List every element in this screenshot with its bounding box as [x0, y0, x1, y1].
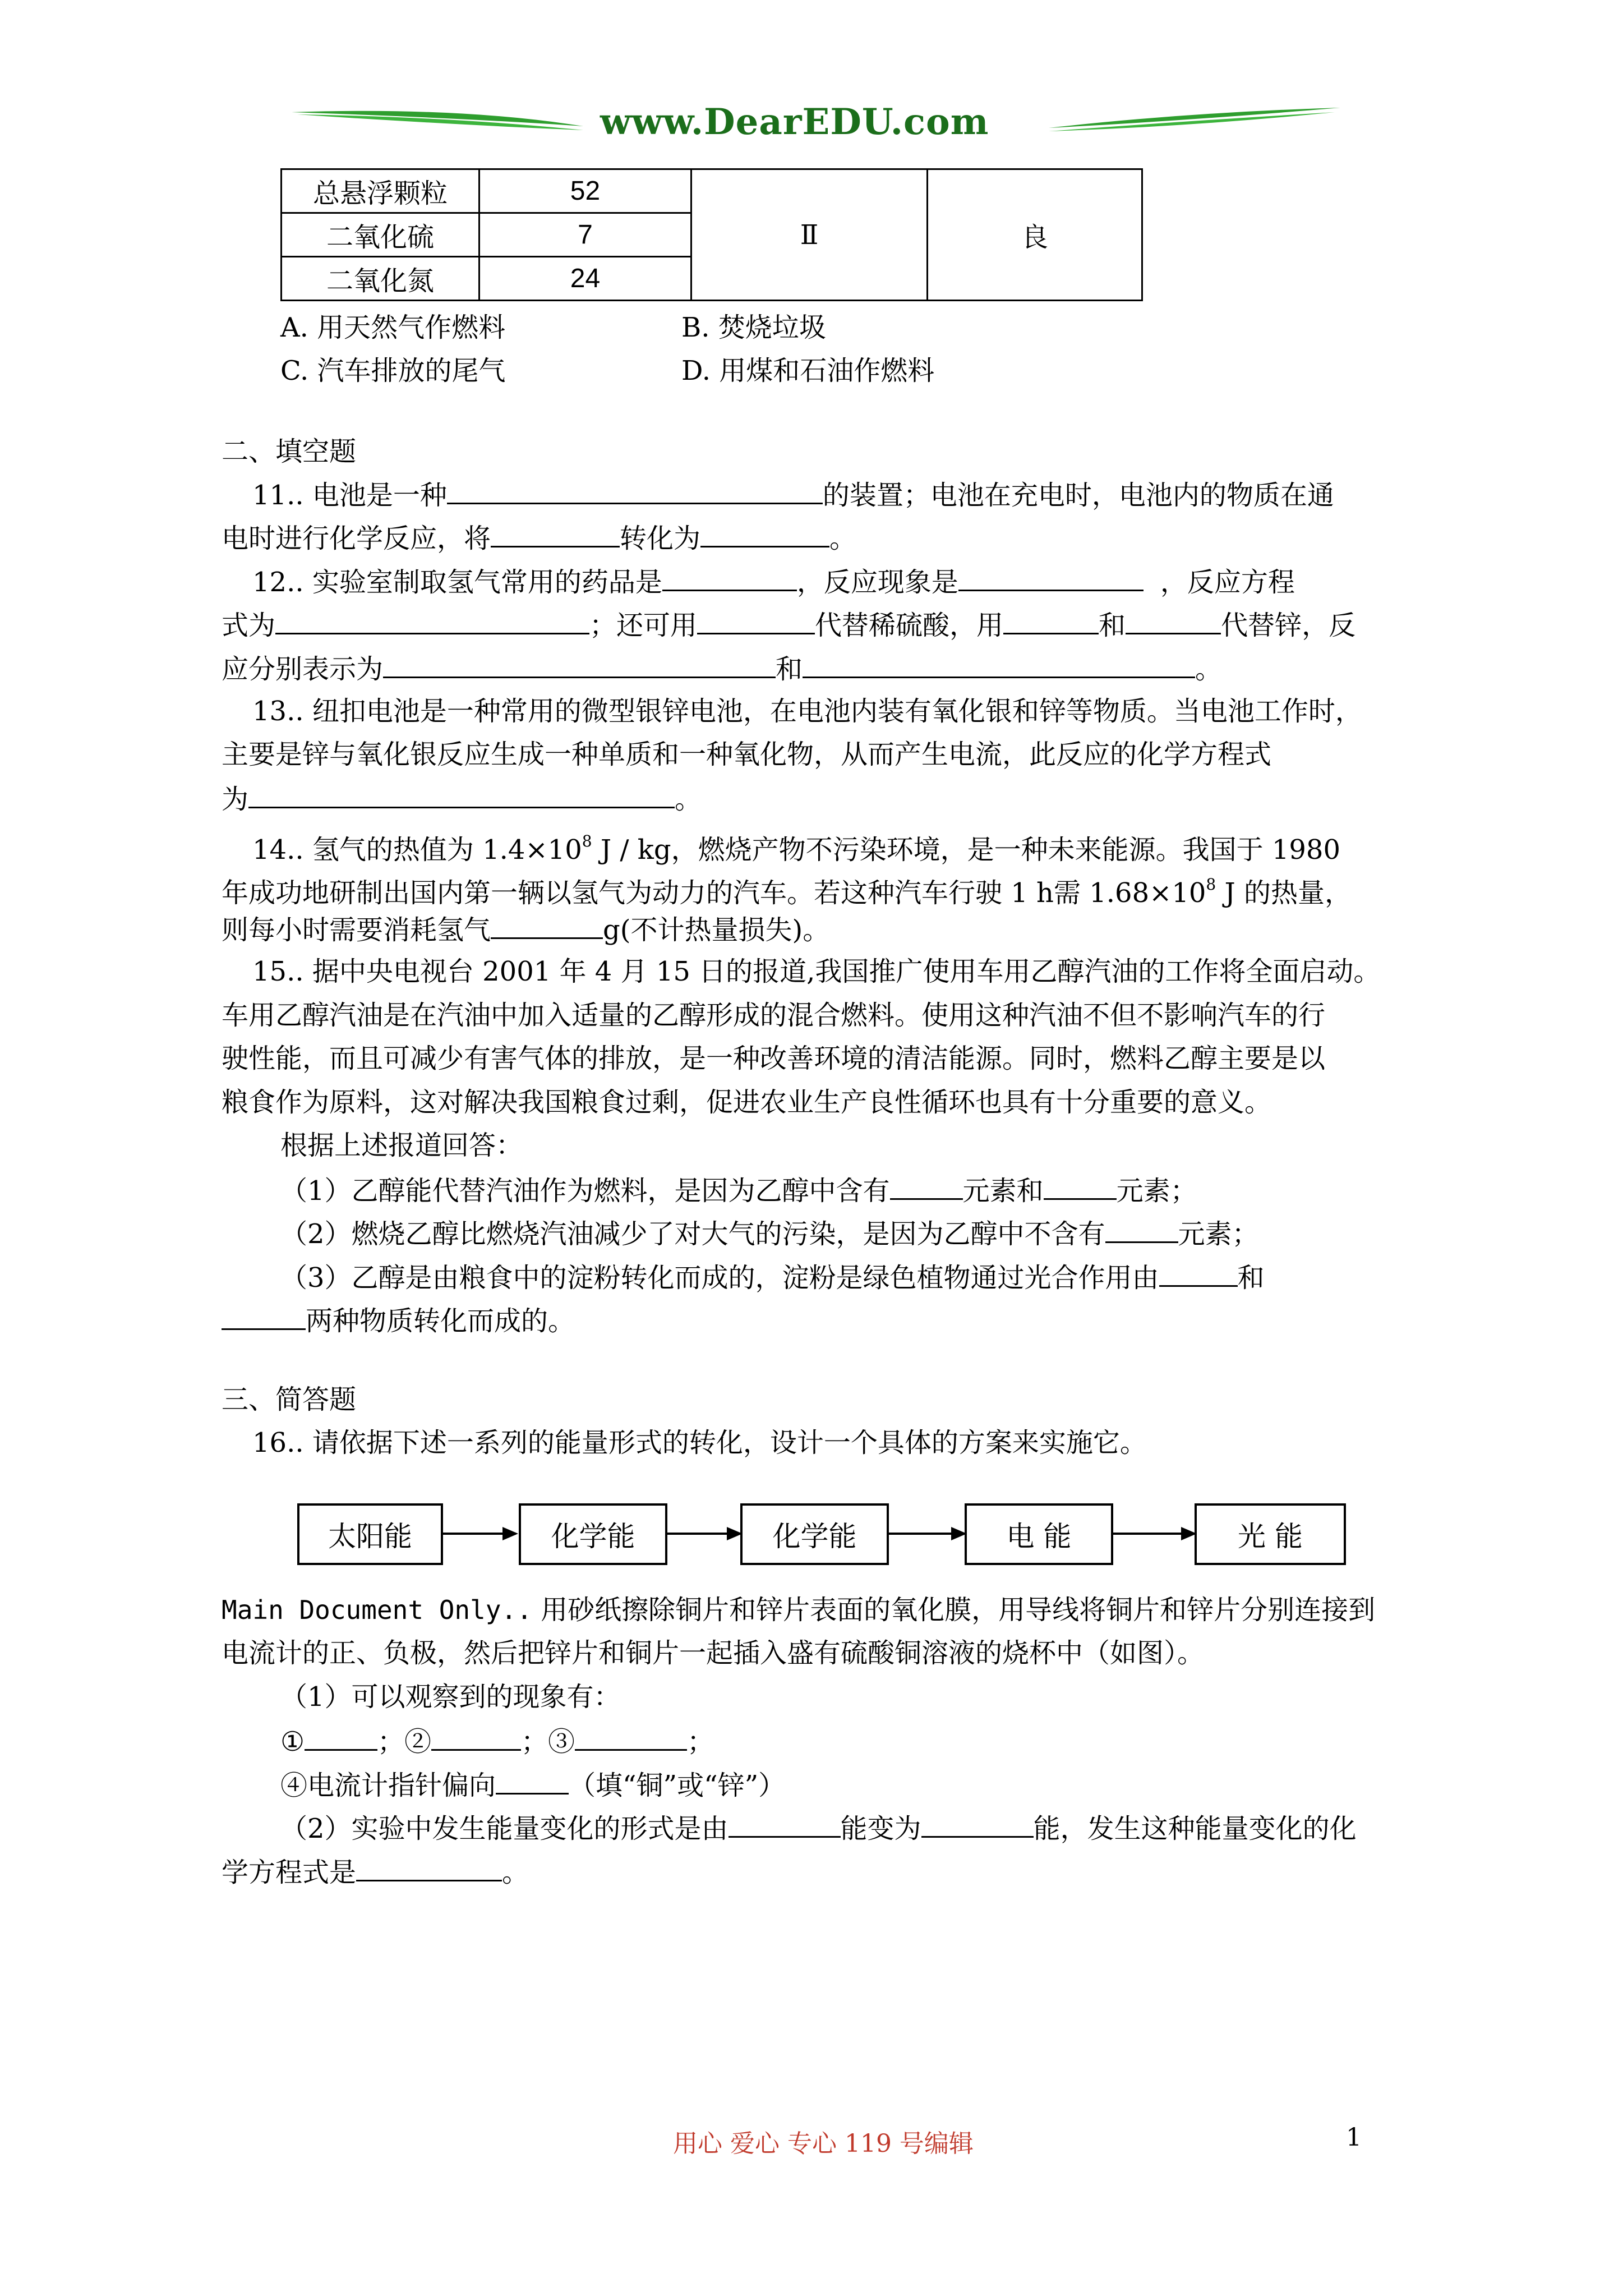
- table-cell-item: 二氧化硫: [282, 213, 479, 257]
- question-17-sub-2: [280, 1810, 1357, 1846]
- answer-blank[interactable]: [697, 607, 815, 634]
- table-cell-level: Ⅱ: [691, 169, 928, 301]
- q15-text: 元素和: [962, 1175, 1044, 1207]
- q12-text: ，反应现象是: [796, 567, 958, 598]
- q12-text: 式为: [222, 610, 276, 641]
- answer-blank[interactable]: [575, 1723, 687, 1751]
- question-11-line-2: [222, 520, 856, 555]
- question-17-sub-1: （1）可以观察到的现象有：: [280, 1681, 621, 1713]
- flow-box-chemical-energy: 化学能: [519, 1503, 667, 1565]
- section-title-fill-in: 二、填空题: [222, 436, 357, 467]
- answer-blank[interactable]: [958, 564, 1144, 591]
- q15-text: 元素；: [1178, 1218, 1259, 1250]
- table-cell-value: 52: [479, 169, 691, 213]
- answer-blank[interactable]: [447, 477, 823, 504]
- question-15-line-4: 粮食作为原料，这对解决我国粮食过剩，促进农业生产良性循环也具有十分重要的意义。: [222, 1087, 1272, 1118]
- answer-blank[interactable]: [1044, 1172, 1117, 1200]
- question-11-line-1: [252, 477, 1334, 512]
- answer-blank[interactable]: [248, 781, 675, 808]
- q17-text: 能变为: [840, 1813, 921, 1844]
- q17-text: ；②: [377, 1726, 432, 1757]
- q14-exponent: 8: [1206, 875, 1216, 894]
- question-17-line-2: 电流计的正、负极，然后把锌片和铜片一起插入盛有硫酸铜溶液的烧杯中（如图）。: [222, 1637, 1205, 1669]
- table-cell-value: 24: [479, 257, 691, 301]
- q14-text: 14.. 氢气的热值为 1.4×10: [252, 834, 582, 866]
- q17-text: ；③: [521, 1726, 575, 1757]
- question-14-line-3: [222, 912, 829, 947]
- q14-text: g(不计热量损失)。: [603, 914, 830, 946]
- q12-text: 和: [1099, 610, 1126, 641]
- question-15-sub-2: [280, 1216, 1259, 1251]
- question-15-line-2: 车用乙醇汽油是在汽油中加入适量的乙醇形成的混合燃料。使用这种汽油不但不影响汽车的行: [222, 1000, 1326, 1031]
- answer-blank[interactable]: [491, 520, 620, 547]
- q15-text: （2）燃烧乙醇比燃烧汽油减少了对大气的污染，是因为乙醇中不含有: [280, 1218, 1105, 1250]
- q11-text: 转化为: [620, 523, 701, 554]
- answer-blank[interactable]: [275, 607, 589, 634]
- flow-arrow: [443, 1533, 516, 1535]
- banner-right-swoosh: [1049, 108, 1340, 128]
- q12-text: 和: [776, 654, 803, 685]
- q17-text: 能，发生这种能量变化的化: [1033, 1813, 1357, 1844]
- q14-text: 则每小时需要消耗氢气: [222, 914, 491, 946]
- question-14-line-2: [222, 868, 1352, 910]
- q14-text: J 的热量，: [1216, 877, 1352, 909]
- q15-text: （1）乙醇能代替汽油作为燃料，是因为乙醇中含有: [280, 1175, 890, 1207]
- question-16-text: 16.. 请依据下述一系列的能量形式的转化，设计一个具体的方案来实施它。: [252, 1427, 1147, 1458]
- header-site-text[interactable]: www.DearEDU.com: [600, 101, 989, 143]
- q14-text: J / kg，燃烧产物不污染环境，是一种未来能源。我国于 1980: [592, 834, 1340, 866]
- answer-blank[interactable]: [1003, 607, 1099, 634]
- q11-text: 的装置；电池在充电时，电池内的物质在通: [822, 480, 1334, 511]
- q11-text: 电时进行化学反应，将: [222, 523, 491, 554]
- question-13-line-2: 主要是锌与氧化银反应生成一种单质和一种氧化物，从而产生电流，此反应的化学方程式: [222, 739, 1272, 770]
- flow-box-light-energy: 光 能: [1195, 1503, 1346, 1565]
- q17-text: ④电流计指针偏向: [280, 1770, 496, 1801]
- question-17-line-1: [222, 1593, 1375, 1627]
- flow-arrow: [667, 1533, 740, 1535]
- banner-left-swoosh: [292, 111, 583, 126]
- answer-blank[interactable]: [305, 1723, 377, 1751]
- q15-text: （3）乙醇是由粮食中的淀粉转化而成的，淀粉是绿色植物通过光合作用由: [280, 1262, 1159, 1294]
- table-cell-quality: 良: [928, 169, 1142, 301]
- section-title-short-answer: 三、简答题: [222, 1384, 357, 1415]
- q12-text: ；还可用: [589, 610, 698, 641]
- q12-text: 应分别表示为: [222, 654, 384, 685]
- q12-text: 。: [1195, 654, 1223, 685]
- q11-text: 11.. 电池是一种: [252, 480, 447, 511]
- flow-box-chemical-energy: 化学能: [740, 1503, 889, 1565]
- table-cell-item: 二氧化氮: [282, 257, 479, 301]
- q15-text: 元素；: [1116, 1175, 1197, 1207]
- answer-blank[interactable]: [496, 1767, 569, 1795]
- answer-blank[interactable]: [1126, 607, 1221, 634]
- flow-box-solar-energy: 太阳能: [297, 1503, 443, 1565]
- question-17-observations: [280, 1723, 714, 1759]
- q14-text: 年成功地研制出国内第一辆以氢气为动力的汽车。若这种汽车行驶 1 h需 1.68×10: [222, 877, 1206, 909]
- answer-blank[interactable]: [728, 1810, 841, 1838]
- question-15-sub-3-cont: [222, 1303, 575, 1338]
- q17-text: 。: [502, 1857, 529, 1888]
- answer-blank[interactable]: [890, 1172, 963, 1200]
- flow-arrow: [889, 1533, 965, 1535]
- q14-exponent: 8: [582, 832, 592, 850]
- answer-blank[interactable]: [700, 520, 829, 547]
- answer-blank[interactable]: [491, 912, 603, 939]
- q17-text: 用砂纸擦除铜片和锌片表面的氧化膜，用导线将铜片和锌片分别连接到: [532, 1594, 1376, 1626]
- q17-text: 学方程式是: [222, 1857, 357, 1888]
- page-number: 1: [1346, 2123, 1362, 2152]
- question-12-line-3: [222, 651, 1222, 686]
- q17-label: Main Document Only..: [222, 1595, 532, 1625]
- question-15-sub-3: [280, 1259, 1265, 1295]
- q12-text: ，反应方程: [1160, 567, 1295, 598]
- question-17-sub-2-cont: [222, 1854, 529, 1889]
- option-b: B. 焚烧垃圾: [681, 312, 826, 343]
- q17-text: （填“铜”或“锌”）: [569, 1770, 786, 1801]
- option-d: D. 用煤和石油作燃料: [681, 355, 935, 386]
- q17-text: （2）实验中发生能量变化的形式是由: [280, 1813, 728, 1844]
- option-c: C. 汽车排放的尾气: [280, 355, 506, 386]
- question-17-observation-4: [280, 1767, 785, 1802]
- answer-blank[interactable]: [1159, 1259, 1238, 1287]
- question-15-sub-1: [280, 1172, 1197, 1208]
- question-12-line-1: [252, 564, 1295, 599]
- q17-text: ；: [687, 1726, 714, 1757]
- q11-text: 。: [829, 523, 857, 554]
- answer-blank[interactable]: [222, 1303, 306, 1330]
- answer-blank[interactable]: [921, 1810, 1034, 1838]
- answer-blank[interactable]: [803, 651, 1195, 678]
- q13-text: 为: [222, 784, 249, 815]
- question-13-line-3: [222, 781, 702, 816]
- q15-text: 和: [1237, 1262, 1265, 1294]
- question-14-line-1: [252, 825, 1340, 867]
- question-15-line-1: 15.. 据中央电视台 2001 年 4 月 15 日的报道,我国推广使用车用乙醇汽油的工作将全面启动。: [252, 956, 1381, 987]
- q17-text: ①: [280, 1726, 305, 1757]
- answer-blank[interactable]: [356, 1854, 502, 1881]
- question-13-line-1: 13.. 纽扣电池是一种常用的微型银锌电池，在电池内装有氧化银和锌等物质。当电池工作时，: [252, 696, 1362, 727]
- flow-arrow: [1113, 1533, 1195, 1535]
- answer-blank[interactable]: [431, 1723, 521, 1751]
- q15-text: 两种物质转化而成的。: [306, 1305, 575, 1337]
- q12-text: 代替稀硫酸，用: [815, 610, 1004, 641]
- q12-text: 代替锌，反: [1221, 610, 1356, 641]
- question-12-line-2: [222, 607, 1355, 642]
- option-a: A. 用天然气作燃料: [280, 312, 506, 343]
- q12-text: 12.. 实验室制取氢气常用的药品是: [252, 567, 662, 598]
- table-row: [282, 169, 1142, 213]
- answer-blank[interactable]: [662, 564, 797, 591]
- question-15-line-3: 驶性能，而且可减少有害气体的排放，是一种改善环境的清洁能源。同时，燃料乙醇主要是以: [222, 1043, 1326, 1074]
- table-cell-value: 7: [479, 213, 691, 257]
- flow-box-electric-energy: 电 能: [965, 1503, 1113, 1565]
- answer-blank[interactable]: [383, 651, 776, 678]
- air-quality-table: [280, 168, 1143, 301]
- footer-text: 用心 爱心 专心 119 号编辑: [673, 2129, 974, 2158]
- table-cell-item: 总悬浮颗粒: [282, 169, 479, 213]
- question-15-prompt: 根据上述报道回答：: [280, 1130, 523, 1161]
- answer-blank[interactable]: [1105, 1216, 1178, 1243]
- q13-text: 。: [675, 784, 702, 815]
